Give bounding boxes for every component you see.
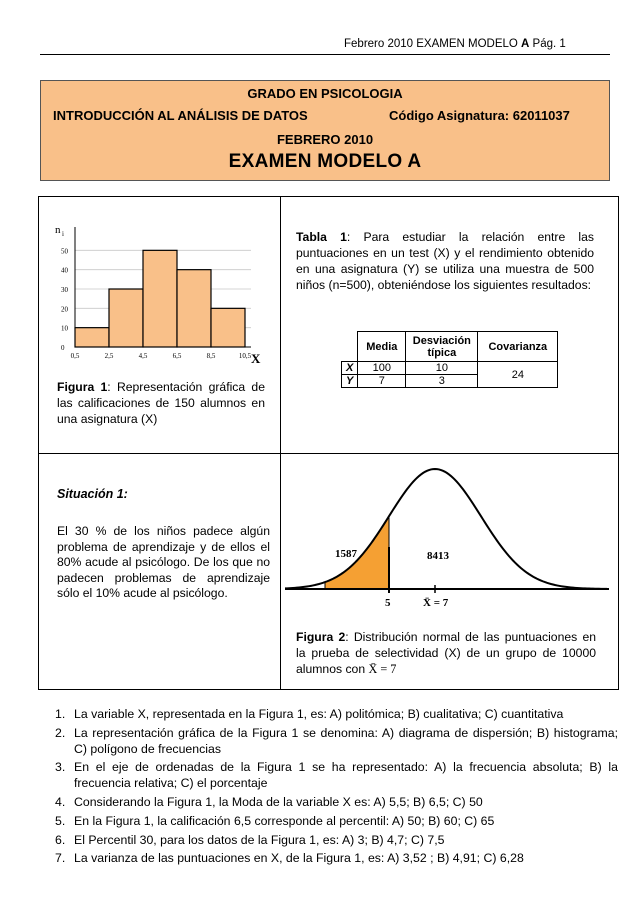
question-text: La representación gráfica de la Figura 1 se denomina: A) diagrama de dispersión; B) histograma; C) polígono de frecuencias bbox=[74, 725, 618, 756]
hist-bar bbox=[211, 308, 245, 347]
course-title: INTRODUCCIÓN AL ANÁLISIS DE DATOS bbox=[53, 108, 308, 123]
hist-ytick-label: 30 bbox=[61, 286, 68, 294]
tabla1-col-media: Media bbox=[358, 332, 406, 362]
question-number: 2. bbox=[55, 725, 66, 740]
question-text: La variable X, representada en la Figura 1, es: A) politómica; B) cualitativa; C) cuantitativa bbox=[74, 707, 564, 721]
tabla1-row-x bbox=[342, 362, 558, 375]
figure2-caption-text: : Distribución normal de las puntuaciones en la prueba de selectividad (X) de un grupo de 10000 alumnos con bbox=[296, 630, 596, 676]
hist-xtick-labels bbox=[71, 352, 252, 360]
exam-date: FEBRERO 2010 bbox=[276, 132, 374, 147]
left-area-label: 1587 bbox=[335, 548, 357, 560]
tabla1-text: : Para estudiar la relación entre las puntuaciones en un test (X) y el rendimiento obtenido en una asignatura (Y) se utiliza una muestra de 500 niños (n=500), obteniéndose los siguientes resultados: bbox=[296, 230, 594, 292]
figures-grid bbox=[38, 196, 619, 690]
question-text: En el eje de ordenadas de la Figura 1 se ha representado: A) la frecuencia absoluta; B) la frecuencia relativa; C) el porcentaje bbox=[74, 760, 618, 791]
figure2-caption-label: Figura 2 bbox=[296, 630, 346, 644]
header-divider bbox=[40, 54, 610, 55]
mean-label: X̄ = 7 bbox=[423, 597, 449, 609]
hist-ytick-labels bbox=[61, 247, 69, 352]
question-item bbox=[55, 833, 618, 849]
tabla1-row-x-label: X bbox=[342, 362, 358, 375]
hist-ytick-label: 0 bbox=[61, 344, 65, 352]
question-text: La varianza de las puntuaciones en X, de la Figura 1, es: A) 3,52 ; B) 4,91; C) 6,28 bbox=[74, 851, 524, 866]
normal-curve-line bbox=[285, 469, 607, 589]
tabla1-col-cov: Covarianza bbox=[478, 332, 558, 362]
figure2-caption bbox=[296, 629, 596, 677]
header-page: 1 bbox=[559, 38, 566, 50]
hist-xlabel: X bbox=[251, 351, 261, 366]
hist-ylabel: n bbox=[55, 224, 61, 236]
question-number: 1. bbox=[55, 707, 66, 721]
figure1-histogram bbox=[47, 221, 277, 373]
hist-xtick-label: 6,5 bbox=[172, 352, 182, 360]
hist-ylabel-sub: i bbox=[62, 230, 64, 238]
situacion1-title: Situación 1: bbox=[57, 487, 128, 501]
question-number: 5. bbox=[55, 813, 66, 828]
question-number: 3. bbox=[55, 760, 66, 775]
tabla1-y-desv: 3 bbox=[406, 375, 478, 388]
course-code: Código Asignatura: 62011037 bbox=[389, 108, 570, 123]
tabla1-x-desv: 10 bbox=[406, 362, 478, 375]
tabla1-row-y-label: Y bbox=[342, 375, 358, 388]
hist-bar bbox=[109, 289, 143, 347]
tabla1-col-desv: Desviación típica bbox=[406, 332, 478, 362]
figure1-caption-text: : Representación gráfica de las calificaciones de 150 alumnos en una asignatura (X) bbox=[57, 380, 265, 426]
hist-ytick-label: 20 bbox=[61, 305, 68, 314]
tabla1-x-media: 100 bbox=[358, 362, 406, 375]
question-text: El Percentil 30, para los datos de la Figura 1, es: A) 3; B) 4,7; C) 7,5 bbox=[74, 832, 445, 847]
question-text: Considerando la Figura 1, la Moda de la variable X es: A) 5,5; B) 6,5; C) 50 bbox=[74, 794, 483, 809]
hist-bar bbox=[143, 250, 177, 347]
question-list bbox=[55, 707, 618, 870]
exam-model-title: EXAMEN MODELO A bbox=[228, 151, 422, 172]
question-item bbox=[55, 795, 618, 811]
tabla1-description bbox=[296, 229, 594, 293]
tabla1-covarianza: 24 bbox=[478, 362, 558, 388]
hist-ytick-label: 40 bbox=[61, 266, 68, 275]
tabla1-label: Tabla 1 bbox=[296, 230, 347, 244]
question-item bbox=[55, 851, 618, 867]
hist-bar bbox=[75, 328, 109, 347]
question-number: 7. bbox=[55, 851, 66, 866]
question-text: En la Figura 1, la calificación 6,5 corresponde al percentil: A) 50; B) 60; C) 65 bbox=[74, 813, 495, 828]
figure2-normal-curve bbox=[285, 459, 615, 619]
question-number: 4. bbox=[55, 794, 66, 809]
figure1-caption-label: Figura 1 bbox=[57, 380, 108, 394]
hist-ytick-label: 50 bbox=[61, 247, 68, 256]
exam-title-box bbox=[40, 80, 610, 181]
tabla1-y-media: 7 bbox=[358, 375, 406, 388]
grid-vertical-divider bbox=[280, 197, 281, 689]
question-item bbox=[55, 814, 618, 830]
hist-bar bbox=[177, 270, 211, 347]
question-item bbox=[55, 726, 618, 758]
figure2-caption-formula: X̄ = 7 bbox=[368, 662, 397, 676]
degree-title: GRADO EN PSICOLOGIA bbox=[247, 86, 403, 101]
hist-xtick-label: 10,5 bbox=[238, 352, 252, 360]
page-header bbox=[344, 38, 566, 50]
grid-horizontal-divider bbox=[39, 453, 618, 454]
right-area-label: 8413 bbox=[427, 550, 449, 562]
header-suffix: Pág. bbox=[529, 38, 560, 50]
hist-xtick-label: 4,5 bbox=[138, 352, 148, 360]
hist-bars bbox=[75, 250, 245, 347]
question-number: 6. bbox=[55, 832, 66, 847]
figure1-caption bbox=[57, 379, 265, 427]
cutoff-label: 5 bbox=[385, 597, 391, 609]
header-model: A bbox=[521, 38, 530, 50]
question-item bbox=[55, 760, 618, 792]
hist-xtick-label: 8,5 bbox=[206, 352, 216, 360]
tabla1-corner-cell bbox=[342, 332, 358, 362]
tabla1-header-row bbox=[342, 332, 558, 362]
hist-xtick-label: 0,5 bbox=[70, 352, 80, 360]
hist-xtick-label: 2,5 bbox=[104, 352, 114, 360]
header-prefix: Febrero 2010 EXAMEN MODELO bbox=[344, 38, 522, 50]
tabla1-stats-table bbox=[341, 331, 558, 388]
question-item bbox=[55, 707, 618, 723]
hist-ytick-label: 10 bbox=[61, 324, 68, 333]
situacion1-text: El 30 % de los niños padece algún problema de aprendizaje y de ellos el 80% acude al psicólogo. De los que no padecen problemas de aprendizaje sólo el 10% acude al psicólogo. bbox=[57, 524, 270, 600]
